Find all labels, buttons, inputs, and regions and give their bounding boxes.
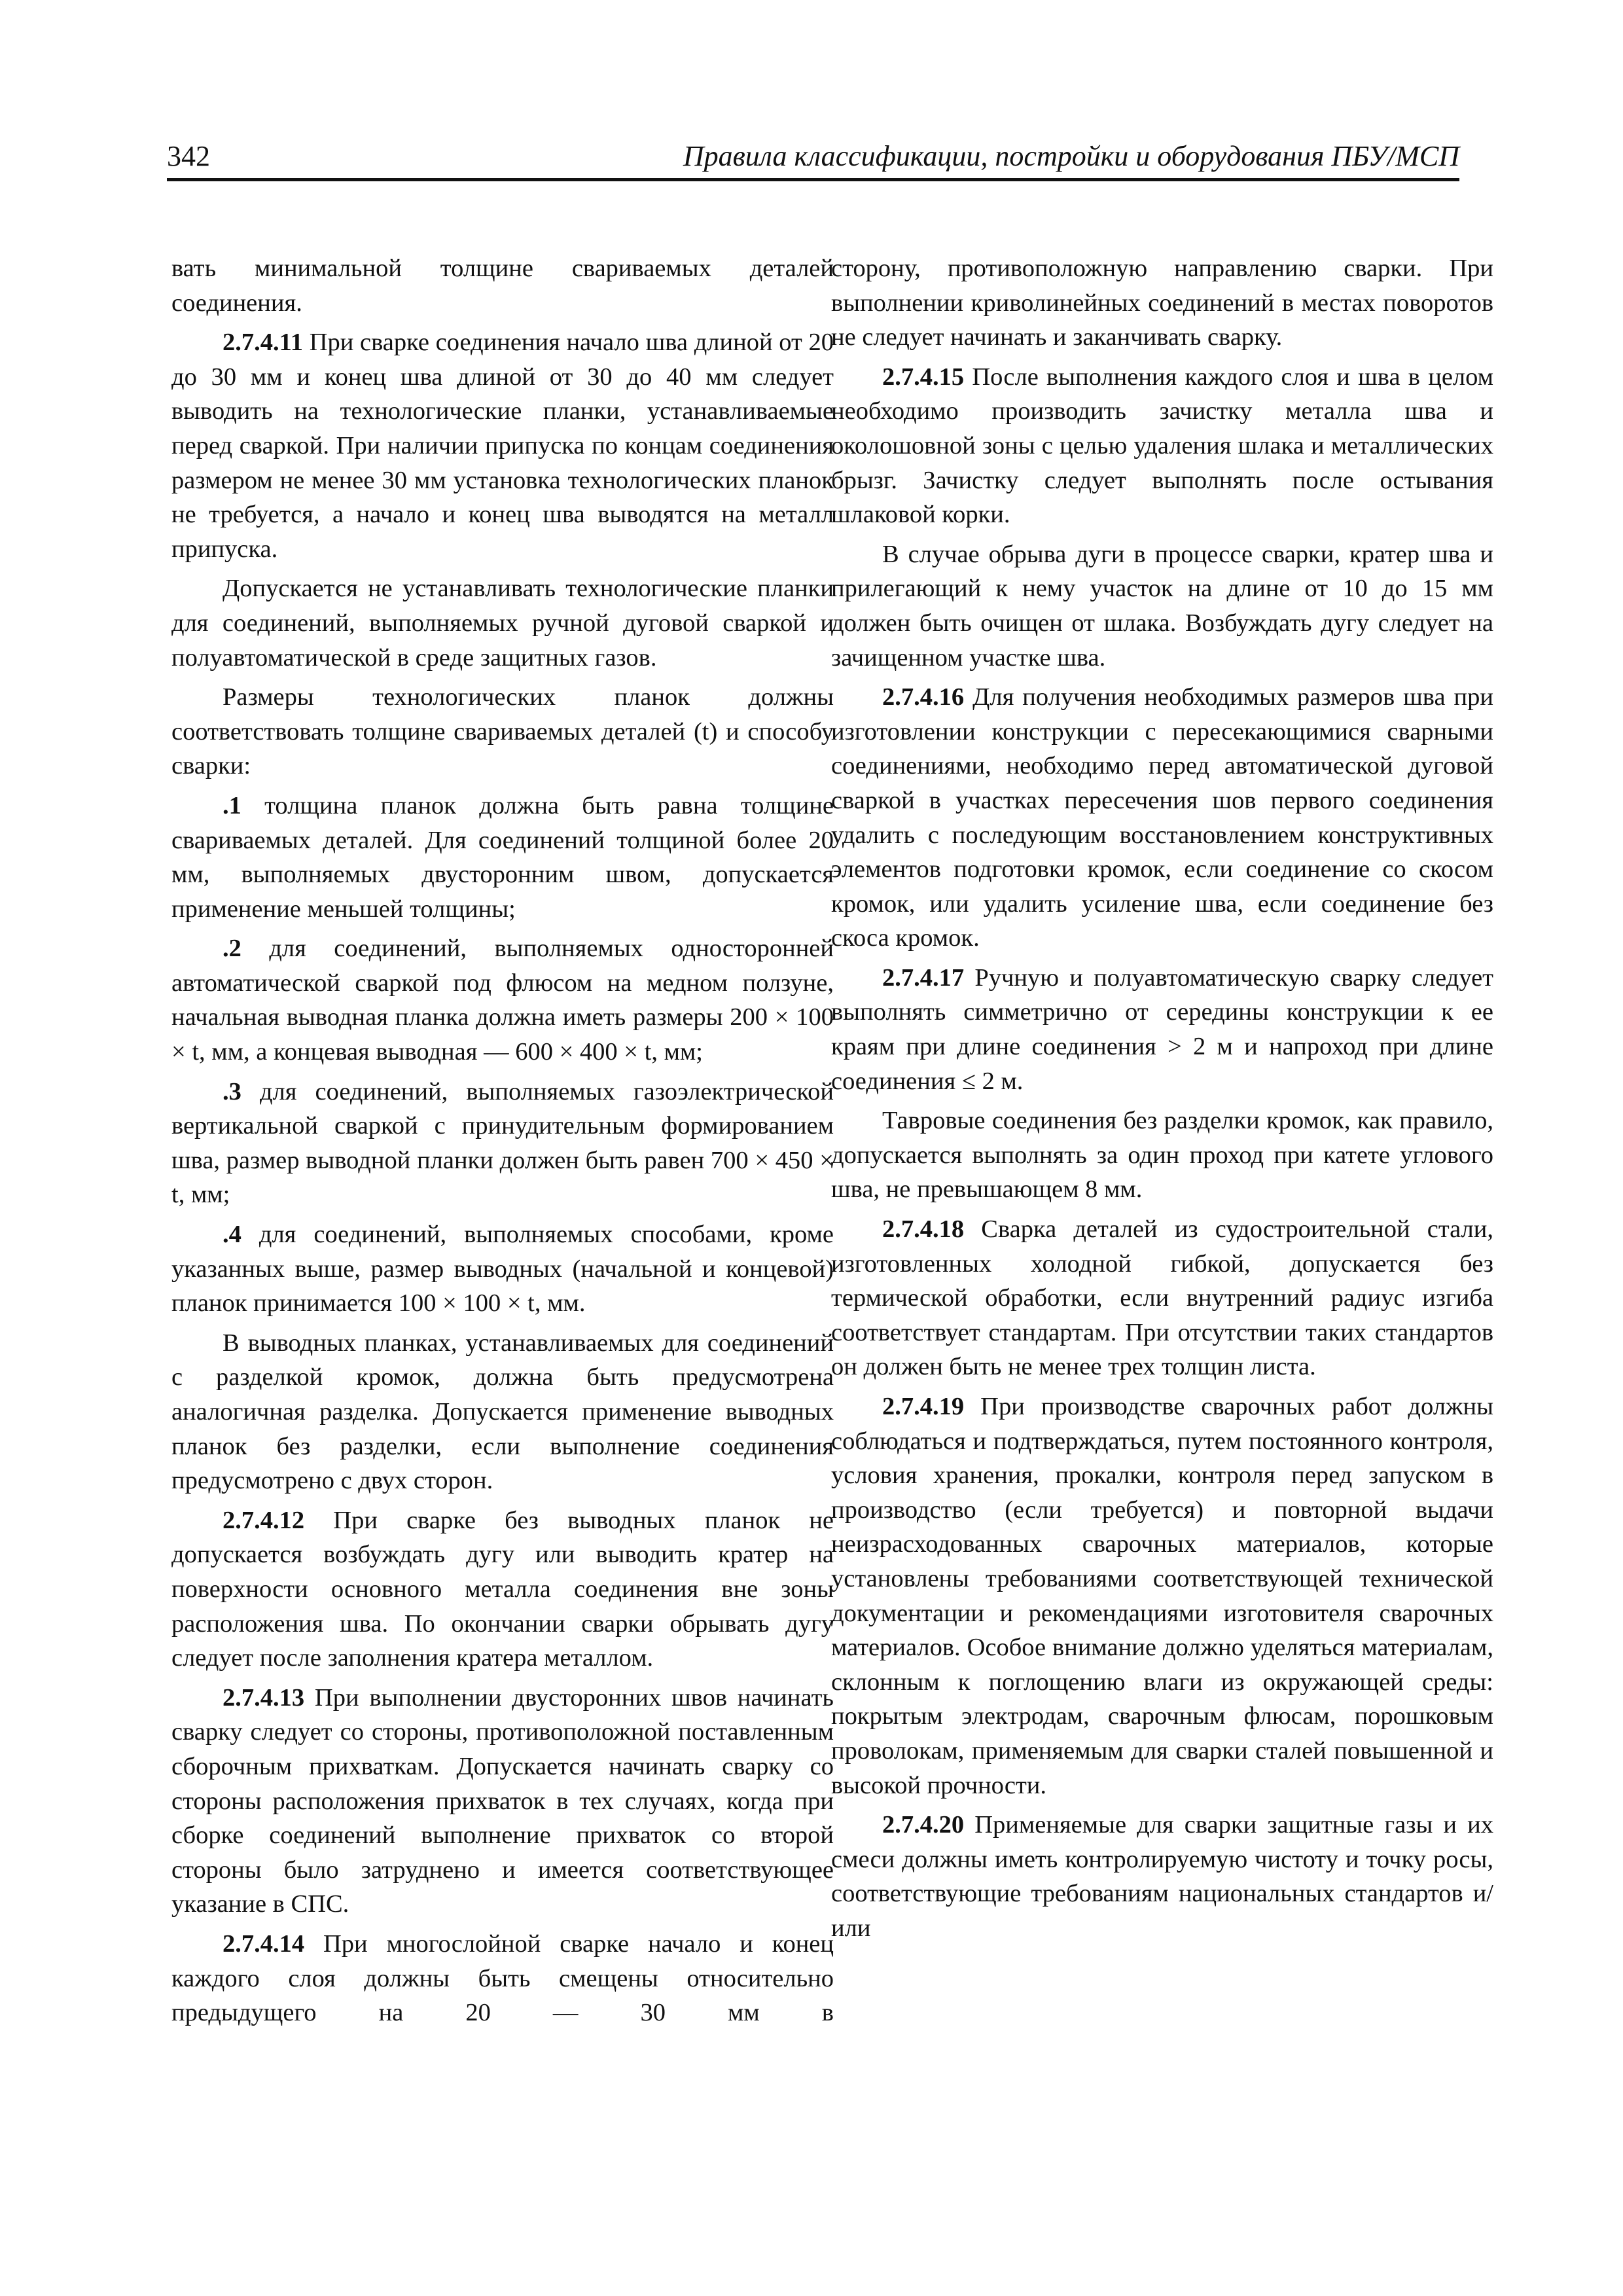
paragraph (831, 1808, 1493, 1945)
paragraph (831, 961, 1493, 1098)
paragraph-text: Сварка деталей из судостроительной стали, изготовленных холодной гибкой, допускается без термической обработки, если внутренний радиус изгиба соответствует стандартам. При отсутствии таких стандартов он должен быть не менее трех толщин листа. (831, 1215, 1493, 1381)
paragraph-number: 2.7.4.15 (882, 363, 965, 391)
paragraph (171, 1503, 834, 1676)
list-item (171, 931, 834, 1069)
list-item (171, 789, 834, 926)
paragraph-number: 2.7.4.17 (882, 963, 965, 992)
left-column (171, 251, 834, 2036)
paragraph (831, 680, 1493, 956)
paragraph-text: Размеры технологических планок должны соответствовать толщине свариваемых деталей (t) и способу сварки: (171, 683, 834, 780)
list-item-number: .2 (223, 935, 241, 963)
paragraph-number: 2.7.4.18 (882, 1215, 965, 1244)
paragraph-text: После выполнения каждого слоя и шва в целом необходимо производить зачистку металла шва и околошовной зоны с целью удаления шлака и металлических брызг. Зачистку следует выполнять после остывания шлаковой корки. (831, 363, 1493, 529)
page-header (167, 139, 1459, 181)
paragraph (171, 680, 834, 783)
paragraph (831, 251, 1493, 355)
paragraph (171, 251, 834, 320)
paragraph (831, 360, 1493, 532)
paragraph-text: Допускается не устанавливать технологические планки для соединений, выполняемых ручной дуговой сваркой и полуавтоматической в среде защитных газов. (171, 575, 834, 672)
paragraph-text: сторону, противоположную направлению сварки. При выполнении криволинейных соединений в местах поворотов не следует начинать и заканчивать сварку. (831, 255, 1493, 351)
paragraph (171, 1927, 834, 2030)
paragraph-number: 2.7.4.13 (223, 1683, 305, 1712)
paragraph-text: При производстве сварочных работ должны соблюдаться и подтверждаться, путем постоянного контроля, условия хранения, прокалки, контроля перед запуском в производство (если требуется) и повторной выдачи неизрасходованных сварочных материалов, которые установлены требованиями соответствующей технической документации и рекомендациями изготовителя сварочных материалов. Особое внимание должно уделяться материалам, склонным к поглощению влаги из окружающей среды: покрытым электродам, сварочным флюсам, порошковым проволокам, применяемым для сварки сталей повышенной и высокой прочности. (831, 1393, 1493, 1799)
list-item-text: толщина планок должна быть равна толщине свариваемых деталей. Для соединений толщиной более 20 мм, выполняемых двусторонним швом, допускается применение меньшей толщины; (171, 791, 834, 923)
paragraph-text: Тавровые соединения без разделки кромок, как правило, допускается выполнять за один проход при катете углового шва, не превышающем 8 мм. (831, 1107, 1493, 1204)
paragraph-text: Применяемые для сварки защитные газы и их смеси должны иметь контролируемую чистоту и точку росы, соответствующие требованиям национальных стандартов и/или (831, 1811, 1493, 1942)
paragraph (171, 325, 834, 566)
list-item-text: для соединений, выполняемых односторонней автоматической сваркой под флюсом на медном ползуне, начальная выводная планка должна иметь размеры 200 × 100 × t, мм, а концевая выводная — 600 × 400 × t, мм; (171, 935, 834, 1066)
list-item-text: для соединений, выполняемых способами, кроме указанных выше, размер выводных (начальной и концевой) планок принимается 100 × 100 × t, мм. (171, 1221, 834, 1318)
paragraph-number: 2.7.4.11 (223, 329, 304, 357)
right-column (831, 251, 1493, 1951)
paragraph (831, 537, 1493, 675)
paragraph-text: При сварке без выводных планок не допускается возбуждать дугу или выводить кратер на поверхности основного металла соединения вне зоны расположения шва. По окончании сварки обрывать дугу следует после заполнения кратера металлом. (171, 1506, 834, 1672)
paragraph-number: 2.7.4.12 (223, 1506, 305, 1534)
paragraph (171, 571, 834, 675)
list-item (171, 1217, 834, 1321)
list-item-number: .3 (223, 1077, 241, 1105)
paragraph (831, 1212, 1493, 1384)
paragraph-text: В выводных планках, устанавливаемых для соединений с разделкой кромок, должна быть предусмотрена аналогичная разделка. Допускается применение выводных планок без разделки, если выполнение соединения предусмотрено с двух сторон. (171, 1329, 834, 1495)
page-number: 342 (167, 140, 210, 172)
paragraph-text: При многослойной сварке начало и конец каждого слоя должны быть смещены относительно предыдущего на 20 — 30 мм в (171, 1929, 834, 2027)
paragraph-text: Ручную и полуавтоматическую сварку следует выполнять симметрично от середины конструкции к ее краям при длине соединения > 2 м и напроход при длине соединения ≤ 2 м. (831, 963, 1493, 1095)
list-item-number: .4 (223, 1221, 241, 1249)
running-title: Правила классификации, постройки и оборудования ПБУ/МСП (683, 140, 1459, 172)
paragraph-text: Для получения необходимых размеров шва при изготовлении конструкции с пересекающимися сварными соединениями, необходимо перед автоматической дуговой сваркой в участках пересечения шов первого соединения удалить с последующим восстановлением конструктивных элементов подготовки кромок, если соединение со скосом кромок, или удалить усиление шва, если соединение без скоса кромок. (831, 683, 1493, 952)
paragraph (831, 1390, 1493, 1803)
paragraph (171, 1326, 834, 1498)
paragraph-number: 2.7.4.16 (882, 683, 965, 711)
paragraph-text: вать минимальной толщине свариваемых деталей соединения. (171, 255, 834, 317)
paragraph-number: 2.7.4.20 (882, 1811, 965, 1839)
paragraph-text: При выполнении двусторонних швов начинать сварку следует со стороны, противоположной поставленным сборочным прихваткам. Допускается начинать сварку со стороны расположения прихваток в тех случаях, когда при сборке соединений выполнение прихваток со второй стороны было затруднено и имеется соответствующее указание в СПС. (171, 1683, 834, 1918)
list-item (171, 1075, 834, 1212)
list-item-text: для соединений, выполняемых газоэлектрической вертикальной сваркой с принудительным формированием шва, размер выводной планки должен быть равен 700 × 450 × t, мм; (171, 1077, 834, 1209)
paragraph-number: 2.7.4.14 (223, 1929, 305, 1958)
paragraph (831, 1103, 1493, 1207)
paragraph (171, 1681, 834, 1922)
paragraph-number: 2.7.4.19 (882, 1393, 965, 1420)
paragraph-text: В случае обрыва дуги в процессе сварки, кратер шва и прилегающий к нему участок на длине от 10 до 15 мм должен быть очищен от шлака. Возбуждать дугу следует на зачищенном участке шва. (831, 540, 1493, 672)
paragraph-text: При сварке соединения начало шва длиной от 20 до 30 мм и конец шва длиной от 30 до 40 мм следует выводить на технологические планки, устанавливаемые перед сваркой. При наличии припуска по концам соединения размером не менее 30 мм установка технологических планок не требуется, а начало и конец шва выводятся на металл припуска. (171, 329, 834, 563)
list-item-number: .1 (223, 791, 241, 819)
